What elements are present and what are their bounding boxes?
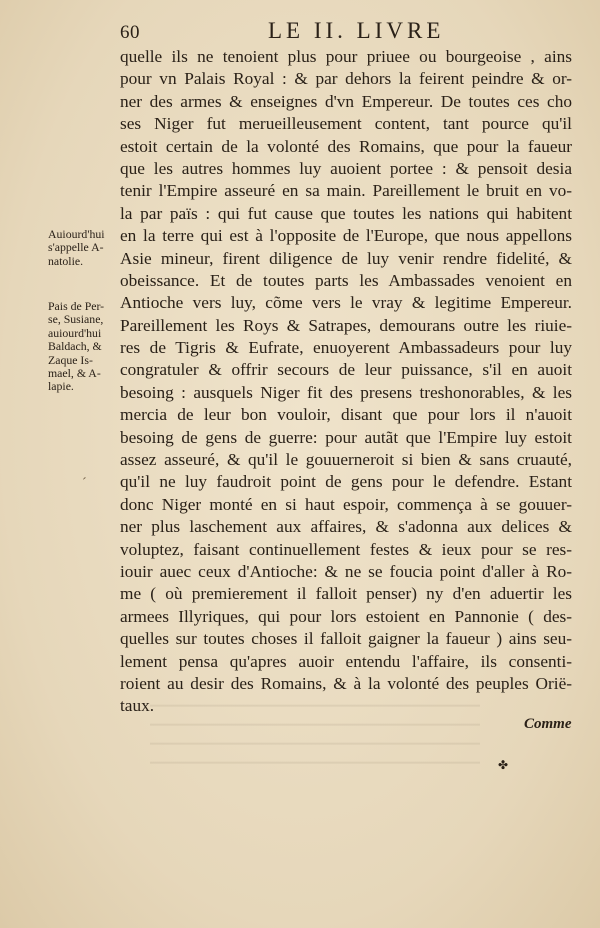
ornament-icon: ✤ bbox=[498, 758, 509, 772]
text-line: obeissance. Et de toutes parts les Ambassades venoient en bbox=[120, 270, 572, 290]
marginal-line: s'appelle A- bbox=[48, 240, 104, 255]
marginal-line: auiourd'hui bbox=[48, 325, 102, 340]
text-line: roient au desir des Romains, & à la volonté des peuples Orië- bbox=[120, 673, 572, 693]
text-line: qu'il ne luy faudroit point de gens pour le defendre. Estant bbox=[120, 472, 572, 492]
text-line: assez asseuré, & qu'il le gouuerneroit si bien & sans cruauté, bbox=[120, 450, 572, 470]
marginal-line: natolie. bbox=[48, 253, 84, 268]
marginal-line: lapie. bbox=[48, 379, 74, 394]
text-line: besoing de gens de guerre: pour autãt que l'Empire luy estoit bbox=[120, 427, 572, 447]
text-line: pour vn Palais Royal : & par dehors la feirent peindre & or- bbox=[120, 69, 572, 89]
text-line: voluptez, faisant continuellement festes & ieux pour se res- bbox=[120, 539, 572, 559]
marginal-note-perse bbox=[48, 300, 120, 394]
text-line: armees Illyriques, qui pour lors estoient en Pannonie ( des- bbox=[120, 606, 572, 626]
text-line: iouir auec ceux d'Antioche: & ne se foucia point d'aller à Ro- bbox=[120, 561, 572, 581]
marginal-line: Zaque Is- bbox=[48, 352, 93, 367]
main-text-block bbox=[120, 46, 572, 718]
marginal-line: se, Susiane, bbox=[48, 312, 104, 327]
marginal-line: Auiourd'hui bbox=[48, 227, 105, 241]
page-number: 60 bbox=[120, 22, 140, 43]
marginal-line: Pais de Per- bbox=[48, 299, 105, 313]
text-line: estoit certain de la volonté des Romains, que pour la faueur bbox=[120, 136, 572, 156]
text-line: me ( où premierement il falloit penser) ny d'en aduertir les bbox=[120, 584, 572, 604]
text-line: mercia de leur bon vouloir, disant que pour lors il n'auoit bbox=[120, 405, 572, 425]
running-head: LE II. LIVRE bbox=[268, 18, 445, 43]
marginal-line: Baldach, & bbox=[48, 339, 102, 354]
text-line: la par païs : qui fut cause que toutes les nations qui habitent bbox=[120, 203, 572, 223]
text-line: Asie mineur, firent diligence de luy venir rendre fidelité, & bbox=[120, 248, 572, 268]
text-line: en la terre qui est à l'opposite de l'Europe, que nous appellons bbox=[120, 226, 572, 246]
marginal-line: mael, & A- bbox=[48, 366, 101, 381]
text-line: donc Niger monté en si haut espoir, commença à se gouuer- bbox=[120, 494, 572, 514]
catchword: Comme bbox=[524, 716, 572, 732]
text-line: taux. bbox=[120, 696, 155, 716]
text-line: Antioche vers luy, cõme vers le vray & legitime Empereur. bbox=[120, 293, 572, 313]
text-line: besoing : ausquels Niger fit des presens treshonorables, & les bbox=[120, 382, 572, 402]
marginal-note-anatolie bbox=[48, 228, 120, 268]
text-line: Pareillement les Roys & Satrapes, demourans outre les riuie- bbox=[120, 315, 572, 335]
text-line: ner des armes & enseignes d'vn Empereur. De toutes ces cho bbox=[120, 91, 572, 111]
text-line: que les autres hommes luy auoient portee : & pensoit desia bbox=[120, 158, 572, 178]
text-line: tenir l'Empire asseuré en sa main. Pareillement le bruit en vo- bbox=[120, 181, 572, 201]
text-line: ses Niger fut merueilleusement content, tant pource qu'il bbox=[120, 114, 572, 134]
text-line: quelles sur toutes choses il falloit gaigner la faueur ) ains seu- bbox=[120, 629, 572, 649]
text-line: lement pensa qu'apres auoir entendu l'affaire, ils consenti- bbox=[120, 651, 572, 671]
manuscript-mark: ˊ bbox=[82, 476, 87, 491]
text-line: congratuler & offrir secours de leur puissance, s'il en auoit bbox=[120, 360, 572, 380]
text-line: res de Tigris & Eufrate, enuoyerent Ambassadeurs pour luy bbox=[120, 338, 572, 358]
text-line: quelle ils ne tenoient plus pour priuee ou bourgeoise , ains bbox=[120, 47, 572, 66]
text-line: ner plus laschement aux affaires, & s'adonna aux delices & bbox=[120, 517, 572, 537]
